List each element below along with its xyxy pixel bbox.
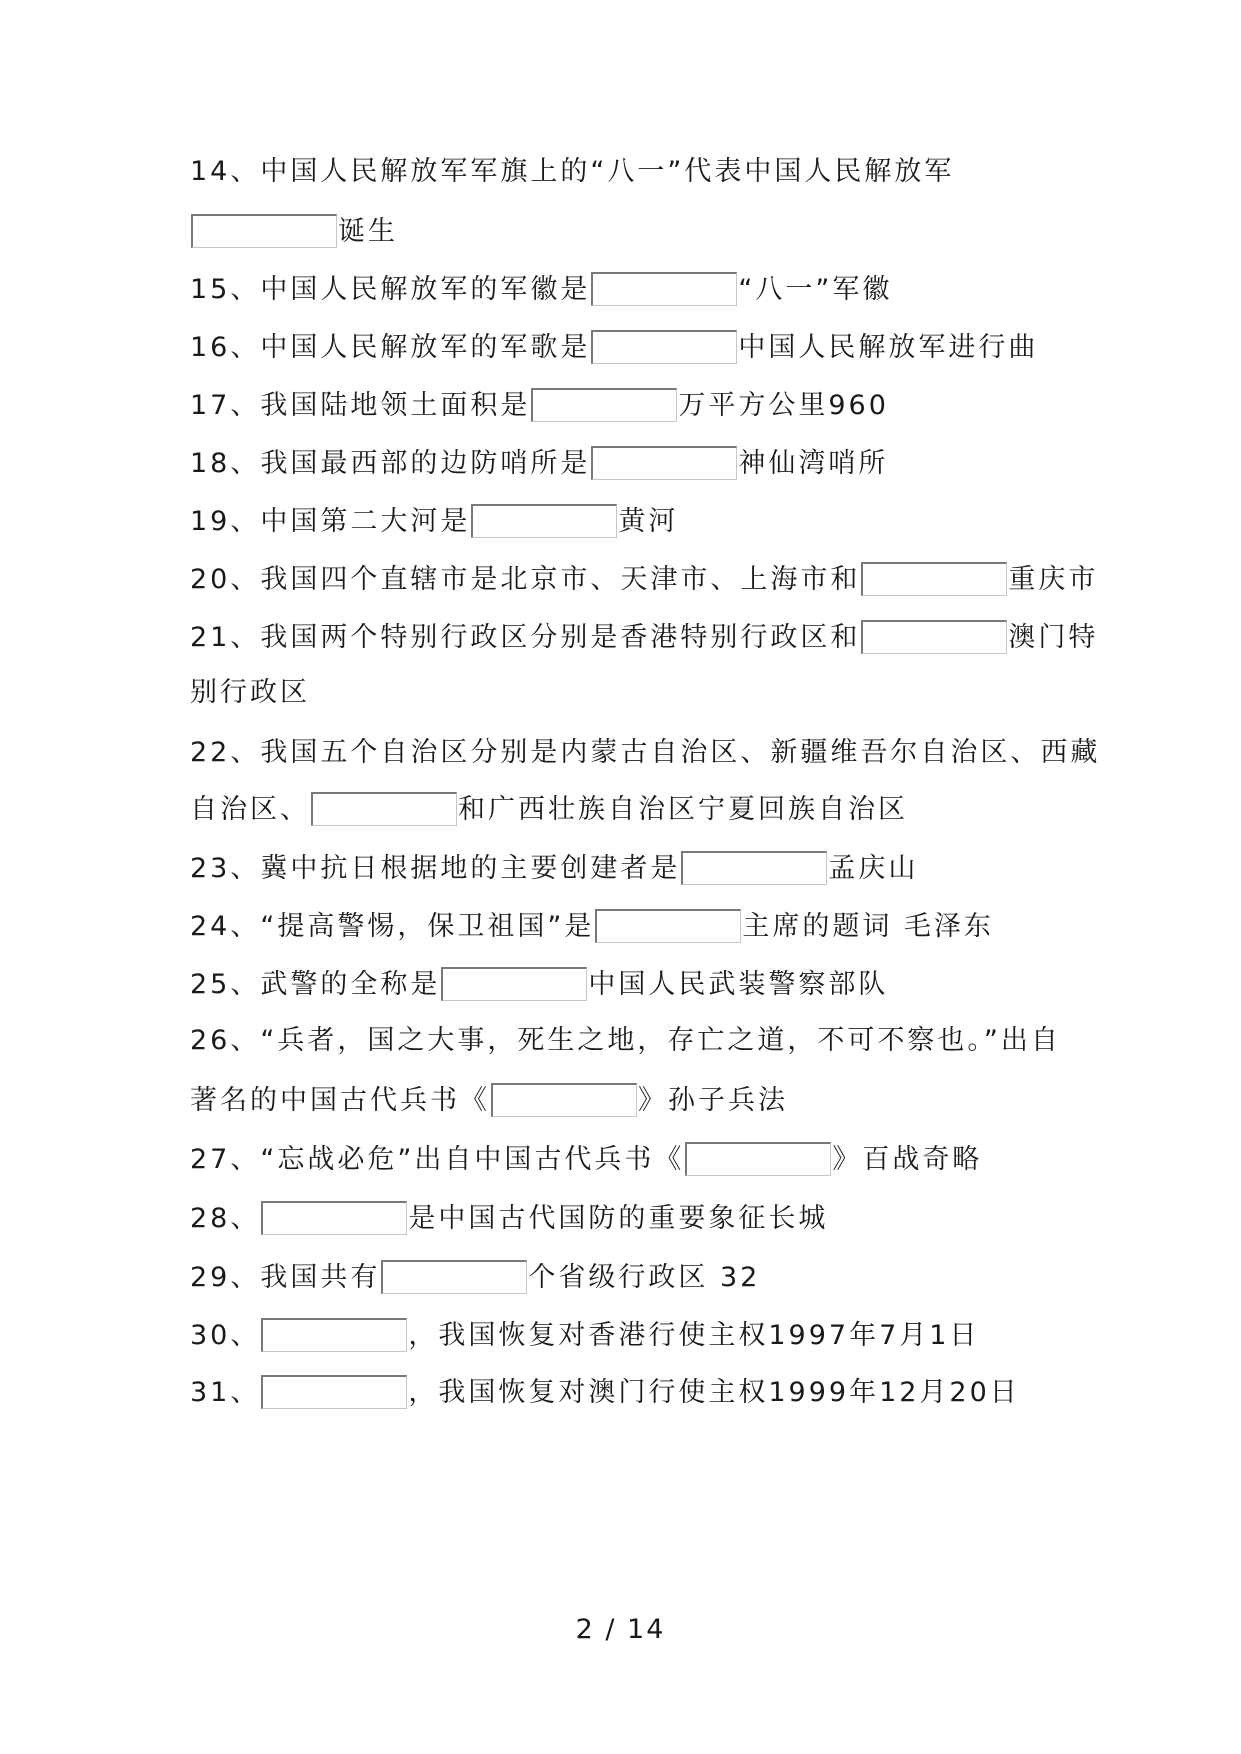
question-line: [190, 444, 888, 484]
question-text: 诞生: [338, 216, 398, 247]
question-number: 14、: [190, 156, 261, 187]
question-line: [190, 1021, 1061, 1061]
question-line: [190, 270, 892, 310]
question-text: 神仙湾哨所: [738, 448, 889, 479]
question-text: 主席的题词 毛泽东: [742, 911, 994, 942]
question-line: [190, 1258, 760, 1298]
question-number: 27、: [190, 1144, 261, 1175]
question-text: 中国第二大河是: [260, 506, 471, 537]
answer-blank[interactable]: [861, 620, 1007, 654]
question-text: 孟庆山: [828, 853, 919, 884]
answer-blank[interactable]: [441, 967, 587, 1001]
question-number: 21、: [190, 622, 261, 653]
question-text: 》孙子兵法: [638, 1085, 788, 1116]
answer-blank[interactable]: [595, 909, 741, 943]
question-text: 中国人民解放军的军歌是: [260, 332, 591, 363]
question-text: 我国五个自治区分别是内蒙古自治区、新疆维吾尔自治区、西藏: [260, 737, 1101, 768]
question-text: 个省级行政区 32: [528, 1262, 761, 1293]
question-number: 28、: [190, 1203, 261, 1234]
answer-blank[interactable]: [311, 792, 457, 826]
answer-blank[interactable]: [531, 388, 677, 422]
question-line: [190, 673, 310, 713]
question-line: [190, 733, 1100, 773]
answer-blank[interactable]: [685, 1142, 831, 1176]
question-text: 黄河: [618, 506, 679, 537]
answer-blank[interactable]: [471, 504, 617, 538]
question-number: 20、: [190, 564, 261, 595]
question-number: 18、: [190, 448, 261, 479]
question-number: 30、: [190, 1320, 261, 1351]
question-number: 24、: [190, 911, 261, 942]
question-text: 中国人民解放军军旗上的“八一”代表中国人民解放军: [260, 156, 955, 187]
question-text: 我国最西部的边防哨所是: [260, 448, 591, 479]
answer-blank[interactable]: [261, 1318, 407, 1352]
question-text: “提高警惕，保卫祖国”是: [260, 911, 595, 942]
question-text: 别行政区: [190, 677, 310, 708]
question-line: [190, 1373, 1020, 1413]
question-line: [190, 212, 398, 252]
question-number: 26、: [190, 1025, 261, 1056]
question-line: [190, 1140, 982, 1180]
question-text: 中国人民武装警察部队: [588, 969, 889, 1000]
question-text: ，我国恢复对香港行使主权1997年7月1日: [408, 1320, 980, 1351]
question-line: [190, 907, 994, 947]
question-number: 29、: [190, 1262, 261, 1293]
question-number: 22、: [190, 737, 261, 768]
answer-blank[interactable]: [381, 1260, 527, 1294]
question-line: [190, 1316, 979, 1356]
question-text: 我国四个直辖市是北京市、天津市、上海市和: [260, 564, 861, 595]
question-line: [190, 152, 954, 192]
question-line: [190, 328, 1038, 368]
question-text: 我国陆地领土面积是: [260, 390, 531, 421]
question-number: 23、: [190, 853, 261, 884]
question-text: 和广西壮族自治区宁夏回族自治区: [458, 794, 908, 825]
answer-blank[interactable]: [681, 851, 827, 885]
question-text: 自治区、: [190, 794, 310, 825]
question-text: 中国人民解放军进行曲: [738, 332, 1039, 363]
question-text: “八一”军徽: [738, 274, 893, 305]
answer-blank[interactable]: [591, 272, 737, 306]
question-text: “忘战必危”出自中国古代兵书《: [260, 1144, 685, 1175]
question-text: 重庆市: [1008, 564, 1099, 595]
question-number: 15、: [190, 274, 261, 305]
question-line: [190, 560, 1098, 600]
question-line: [190, 849, 918, 889]
question-text: 中国人民解放军的军徽是: [260, 274, 591, 305]
question-line: [190, 502, 678, 542]
question-text: 是中国古代国防的重要象征长城: [408, 1203, 829, 1234]
question-text: 武警的全称是: [260, 969, 441, 1000]
question-text: 我国两个特别行政区分别是香港特别行政区和: [260, 622, 861, 653]
answer-blank[interactable]: [591, 330, 737, 364]
question-text: 万平方公里960: [678, 390, 889, 421]
question-number: 16、: [190, 332, 261, 363]
question-line: [190, 386, 889, 426]
question-line: [190, 790, 908, 830]
question-line: [190, 618, 1098, 658]
question-text: 》百战奇略: [832, 1144, 983, 1175]
question-line: [190, 1081, 788, 1121]
question-text: 著名的中国古代兵书《: [190, 1085, 490, 1116]
answer-blank[interactable]: [261, 1201, 407, 1235]
question-number: 19、: [190, 506, 261, 537]
answer-blank[interactable]: [591, 446, 737, 480]
question-line: [190, 965, 888, 1005]
answer-blank[interactable]: [191, 214, 337, 248]
question-text: 澳门特: [1008, 622, 1099, 653]
question-text: 我国共有: [260, 1262, 381, 1293]
question-number: 31、: [190, 1377, 261, 1408]
question-number: 25、: [190, 969, 261, 1000]
answer-blank[interactable]: [861, 562, 1007, 596]
answer-blank[interactable]: [491, 1083, 637, 1117]
question-text: “兵者，国之大事，死生之地，存亡之道，不可不察也。”出自: [260, 1025, 1061, 1056]
page-number: 2 / 14: [575, 1614, 666, 1645]
question-text: 冀中抗日根据地的主要创建者是: [260, 853, 681, 884]
question-text: ，我国恢复对澳门行使主权1999年12月20日: [408, 1377, 1020, 1408]
question-line: [190, 1199, 828, 1239]
answer-blank[interactable]: [261, 1375, 407, 1409]
question-number: 17、: [190, 390, 261, 421]
